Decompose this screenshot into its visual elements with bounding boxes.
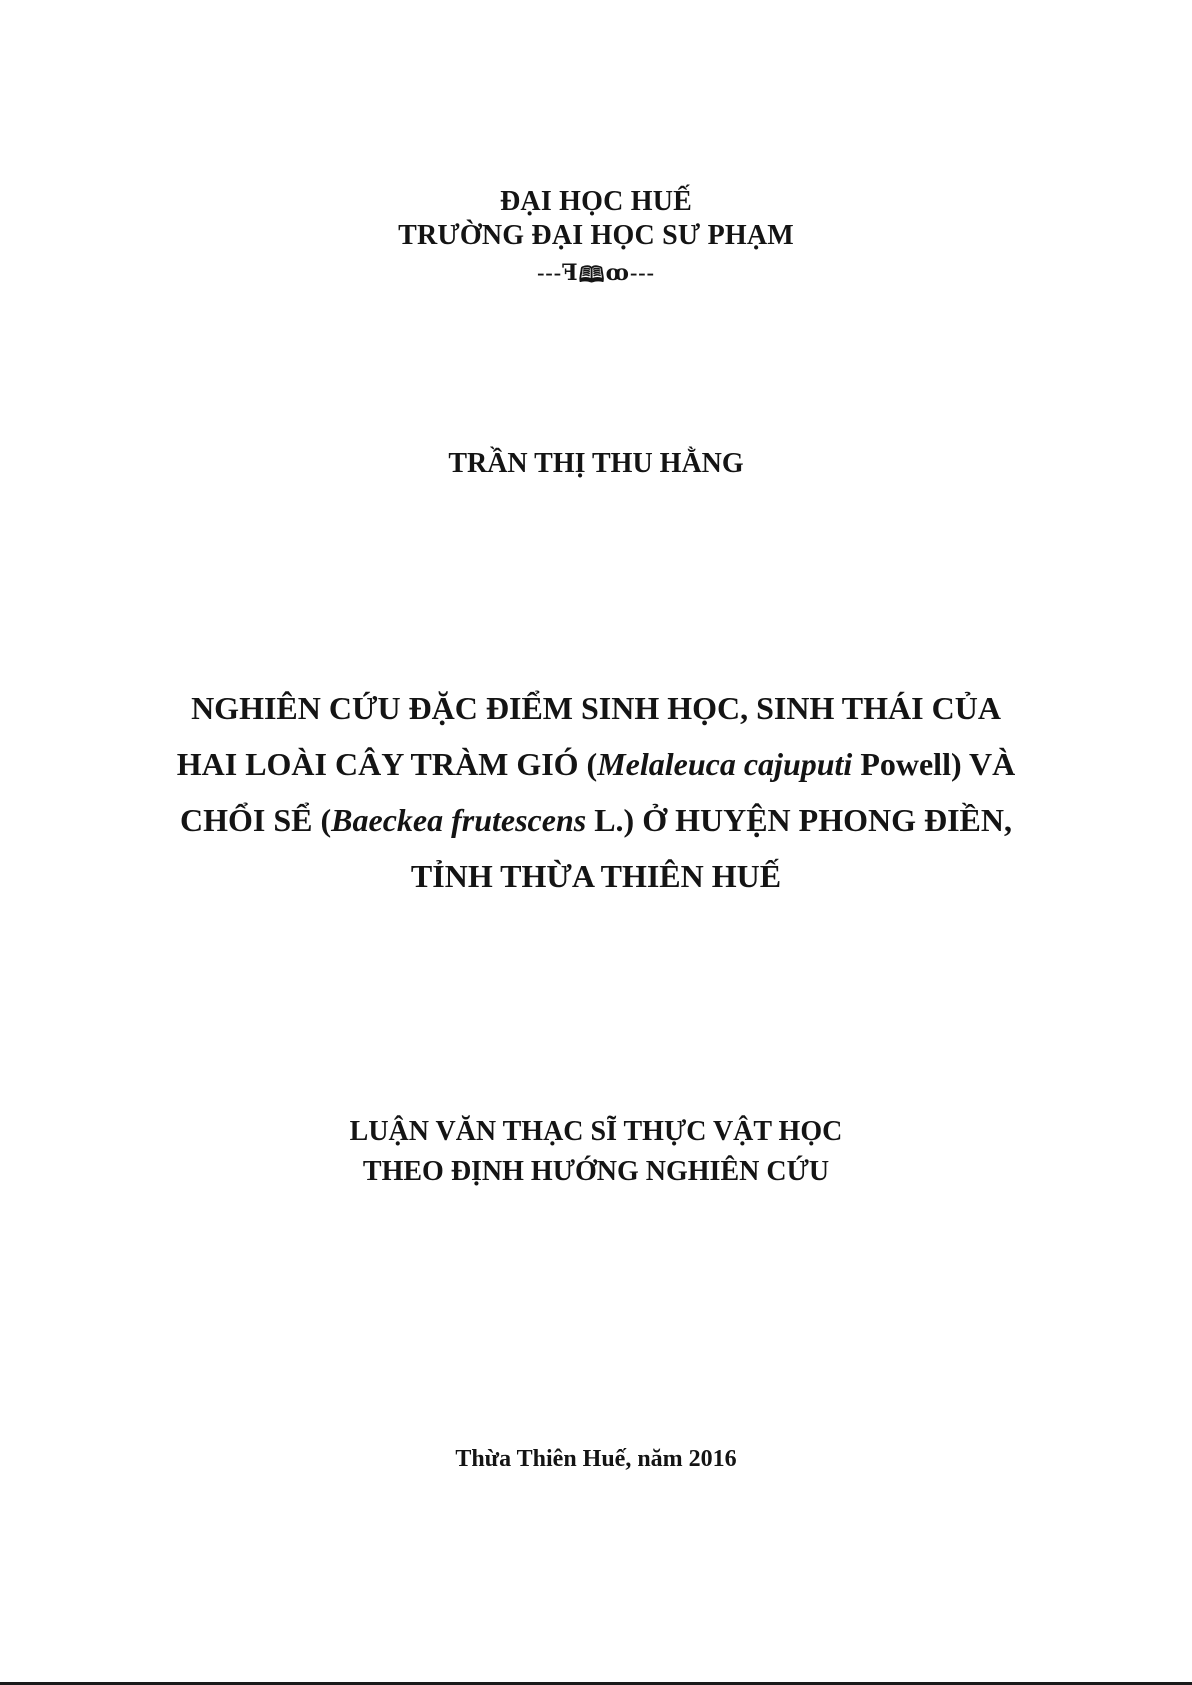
title-line-2-start: HAI LOÀI CÂY TRÀM GIÓ ( (176, 746, 598, 782)
open-book-icon: 🕮 (578, 262, 606, 287)
title-line-2-end: Powell) VÀ (852, 746, 1016, 782)
title-line-3-end: L.) Ở HUYỆN PHONG ĐIỀN, (586, 802, 1012, 838)
species-name-melaleuca: Melaleuca cajuputi (597, 746, 853, 782)
school-name: TRƯỜNG ĐẠI HỌC SƯ PHẠM (398, 220, 794, 251)
ornament-left: ---ꟻ (537, 260, 579, 285)
header-ornament (0, 258, 1192, 296)
ornament-right: ꝏ--- (605, 260, 655, 285)
degree-line-1: LUẬN VĂN THẠC SĨ THỰC VẬT HỌC (349, 1116, 843, 1147)
species-name-baeckea: Baeckea frutescens (331, 802, 587, 838)
thesis-title-line-2 (0, 746, 1192, 783)
thesis-title-line-3 (0, 802, 1192, 839)
author-name: TRẦN THỊ THU HẰNG (448, 448, 744, 479)
degree-line-2: THEO ĐỊNH HƯỚNG NGHIÊN CỨU (362, 1156, 830, 1187)
university-name: ĐẠI HỌC HUẾ (500, 186, 692, 217)
thesis-title-line-1: NGHIÊN CỨU ĐẶC ĐIỂM SINH HỌC, SINH THÁI CỦA (191, 690, 1001, 726)
thesis-title-line-4: TỈNH THỪA THIÊN HUẾ (410, 858, 782, 894)
title-line-3-start: CHỔI SỂ ( (180, 802, 332, 838)
place-and-year: Thừa Thiên Huế, năm 2016 (455, 1446, 737, 1472)
